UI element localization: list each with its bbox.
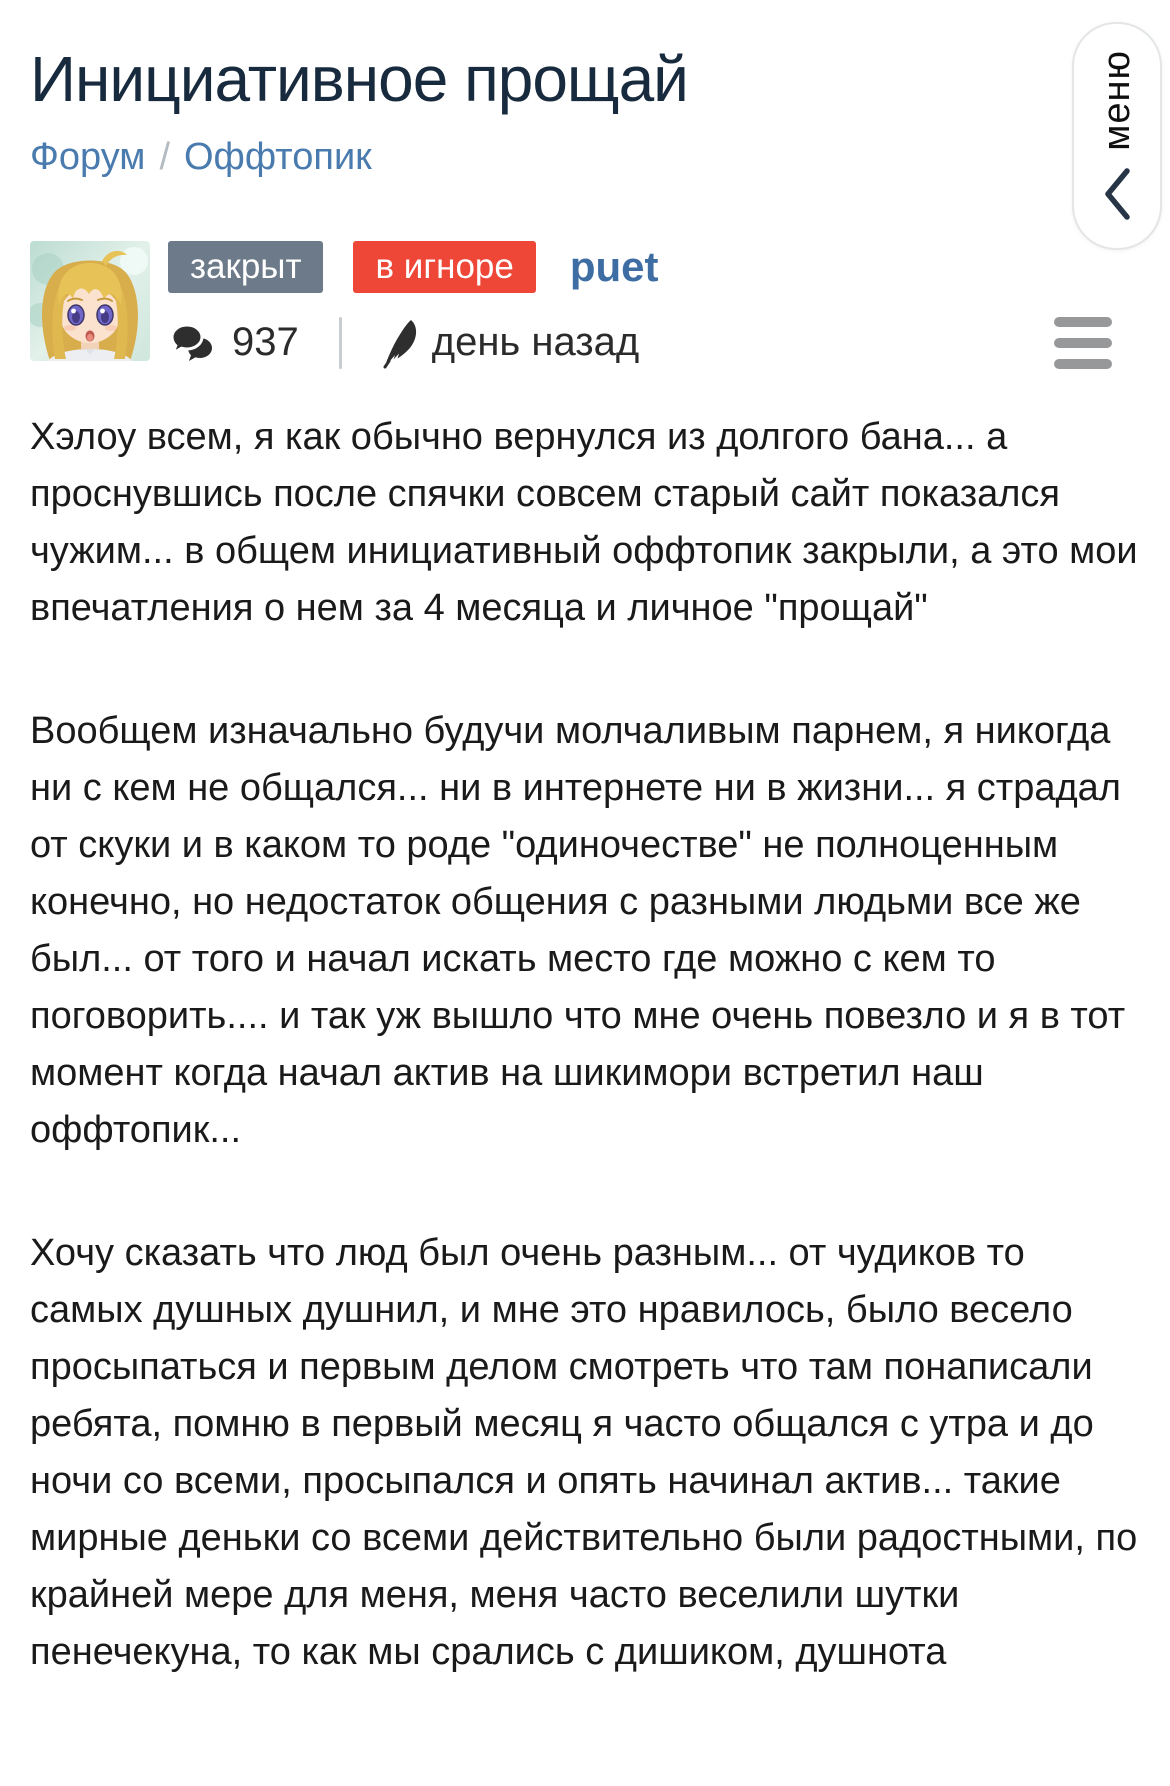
badge-row: [168, 241, 1140, 293]
meta-row: [168, 313, 1140, 373]
post-paragraph: Хочу сказать что люд был очень разным... от чудиков то самых душных душнил, и мне это нравилось, было весело просыпаться и первым делом смотреть что там понаписали ребята, помню в первый месяц я часто общался с утра и до ночи со всеми, просыпался и опять начинал актив... такие мирные деньки со всеми действительно были радостными, по крайней мере для меня, меня часто веселили шутки пенечекуна, то как мы срались с дишиком, душнота: [30, 1231, 1138, 1673]
author-link[interactable]: puet: [569, 242, 659, 290]
breadcrumb: [30, 136, 1140, 179]
post-paragraph: Вообщем изначально будучи молчаливым парнем, я никогда ни с кем не общался... ни в интернете ни в жизни... я страдал от скуки и в каком то роде "одиночестве" не полноценным конечно, но недостаток общения с разными людьми все же был... от того и начал искать место где можно с кем то поговорить.... и так уж вышло что мне очень повезло и я в тот момент когда начал актив на шикимори встретил наш оффтопик...: [30, 709, 1126, 1151]
topic-header: [30, 241, 1140, 373]
speech-bubbles-icon: [168, 322, 216, 364]
avatar-image: [30, 241, 150, 361]
page-title: Инициативное прощай: [30, 43, 688, 115]
hamburger-icon: [1054, 317, 1112, 327]
chevron-left-icon: [1101, 166, 1133, 222]
avatar[interactable]: [30, 241, 150, 361]
comments-count-group[interactable]: [168, 320, 299, 365]
menu-tab-label: меню: [1096, 49, 1138, 151]
posted-time-group: [382, 317, 639, 369]
comments-count: 937: [232, 320, 299, 365]
feather-icon: [382, 317, 418, 369]
posted-time: день назад: [431, 320, 640, 365]
side-menu-tab[interactable]: [1072, 22, 1162, 250]
breadcrumb-separator: /: [159, 135, 170, 178]
topic-meta: [168, 241, 1140, 373]
topic-menu-button[interactable]: [1054, 313, 1112, 373]
post-body: [30, 409, 1140, 1681]
meta-divider: [339, 317, 342, 369]
ignore-badge[interactable]: в игноре: [353, 241, 535, 293]
breadcrumb-link-offtopic[interactable]: Оффтопик: [184, 135, 372, 178]
status-badge-closed: закрыт: [168, 241, 323, 293]
breadcrumb-link-forum[interactable]: Форум: [30, 135, 146, 178]
post-paragraph: Хэлоу всем, я как обычно вернулся из долгого бана... а проснувшись после спячки совсем старый сайт показался чужим... в общем инициативный оффтопик закрыли, а это мои впечатления о нем за 4 месяца и личное "прощай": [30, 415, 1138, 629]
